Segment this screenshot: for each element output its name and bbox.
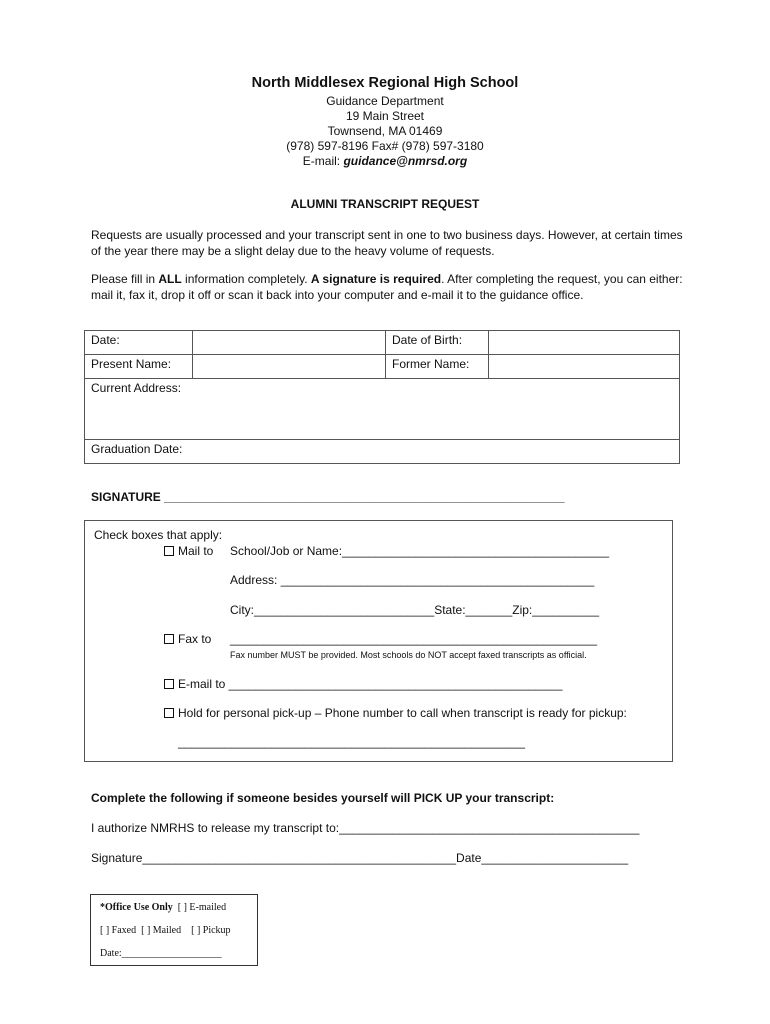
department: Guidance Department — [326, 94, 444, 108]
hold-pickup-option[interactable]: Hold for personal pick-up – Phone number to call when transcript is ready for pickup: — [164, 706, 627, 720]
pickup-signature-field[interactable]: Signature_______________________________________________Date______________________ — [91, 851, 629, 865]
office-row-2 — [100, 925, 231, 936]
graduation-date-field[interactable]: Graduation Date: — [85, 440, 680, 464]
pickup-heading: Complete the following if someone besides yourself will PICK UP your transcript: — [91, 791, 555, 805]
former-name-label: Former Name: — [386, 355, 489, 379]
office-faxed[interactable]: [ ] Faxed — [100, 925, 137, 936]
city-state: Townsend, MA 01469 — [327, 124, 443, 138]
mail-checkbox[interactable] — [164, 546, 174, 556]
email-address[interactable]: guidance@nmrsd.org — [343, 154, 468, 168]
mail-address-field[interactable]: Address: _______________________________________________ — [230, 573, 595, 587]
office-pickup[interactable]: [ ] Pickup — [191, 925, 231, 936]
office-mailed[interactable]: [ ] Mailed — [141, 925, 182, 936]
email-to-option[interactable]: E-mail to __________________________________________________ — [164, 677, 562, 691]
office-use-box — [90, 894, 258, 966]
instructions-paragraph: Please fill in ALL information completely. A signature is required. After completing the request, you can either: mail it, fax it, drop it off or scan it back into your computer and e-mail it to the guidance office. — [91, 272, 683, 302]
address-field[interactable]: Current Address: — [85, 379, 680, 440]
dob-field[interactable] — [489, 331, 680, 355]
authorize-field[interactable]: I authorize NMRHS to release my transcript to:_____________________________________________ — [91, 821, 640, 835]
intro-paragraph: Requests are usually processed and your transcript sent in one to two business days. However, at certain times of the year there may be a slight delay due to the heavy volume of requests. — [91, 228, 683, 258]
fax-to-option[interactable]: Fax to — [164, 632, 211, 646]
present-name-field[interactable] — [193, 355, 386, 379]
street-address: 19 Main Street — [345, 109, 425, 123]
mail-to-option[interactable]: Mail to — [164, 544, 213, 558]
email-checkbox[interactable] — [164, 679, 174, 689]
former-name-field[interactable] — [489, 355, 680, 379]
city-state-zip-field[interactable]: City:___________________________State:_______Zip:__________ — [230, 603, 600, 617]
date-field[interactable] — [193, 331, 386, 355]
school-job-field[interactable]: School/Job or Name:________________________________________ — [230, 544, 610, 558]
check-boxes-label: Check boxes that apply: — [94, 528, 223, 542]
delivery-options-box — [84, 520, 673, 762]
fax-note: Fax number MUST be provided. Most schools do NOT accept faxed transcripts as official. — [230, 650, 587, 660]
form-title: ALUMNI TRANSCRIPT REQUEST — [290, 197, 480, 211]
email-label: E-mail: — [302, 154, 344, 168]
student-info-table — [84, 330, 680, 464]
present-name-label: Present Name: — [85, 355, 193, 379]
fax-number-field[interactable]: _______________________________________________________ — [230, 632, 598, 646]
office-use-title: *Office Use Only — [100, 902, 173, 913]
pickup-phone-field[interactable]: ____________________________________________________ — [178, 735, 526, 749]
dob-label: Date of Birth: — [386, 331, 489, 355]
hold-checkbox[interactable] — [164, 708, 174, 718]
office-row-1 — [100, 902, 226, 913]
email-line — [0, 154, 770, 169]
phone-fax: (978) 597-8196 Fax# (978) 597-3180 — [286, 139, 484, 153]
date-label: Date: — [85, 331, 193, 355]
school-name: North Middlesex Regional High School — [251, 75, 519, 91]
signature-line[interactable]: SIGNATURE ____________________________________________________________ — [91, 490, 565, 504]
office-date[interactable]: Date:____________________ — [100, 948, 222, 959]
fax-checkbox[interactable] — [164, 634, 174, 644]
office-emailed[interactable]: [ ] E-mailed — [177, 902, 227, 913]
